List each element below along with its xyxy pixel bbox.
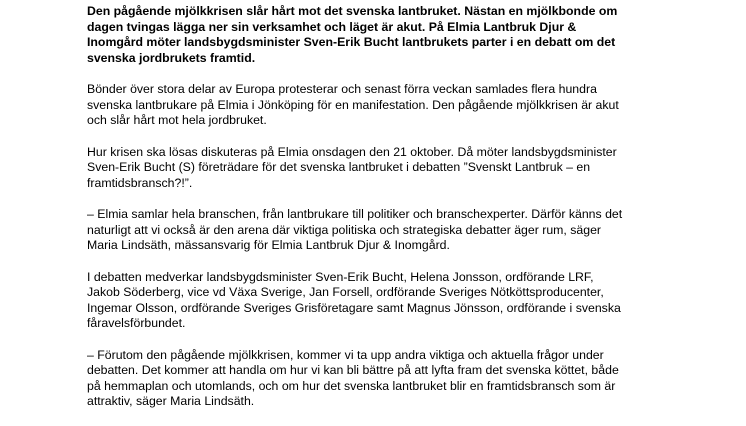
paragraph-line: Bönder över stora delar av Europa protesterar och senast förra veckan samlades flera hundra xyxy=(87,82,597,96)
paragraph-line: Hur krisen ska lösas diskuteras på Elmia onsdagen den 21 oktober. Då möter landsbygdsminister xyxy=(87,144,617,159)
paragraph-line: och slår hårt mot hela jordbruket. xyxy=(87,113,267,127)
paragraph-quote-topics xyxy=(87,348,737,410)
paragraph-quote-arena xyxy=(87,207,737,254)
paragraph-participants xyxy=(87,270,737,332)
paragraph-line: – Förutom den pågående mjölkkrisen, kommer vi ta upp andra viktiga och aktuella frågor under xyxy=(87,347,604,362)
lead-line: Inomgård möter landsbygdsminister Sven-Erik Bucht lantbrukets parter i en debatt om det xyxy=(87,35,616,49)
paragraph-line: Maria Lindsäth, mässansvarig för Elmia Lantbruk Djur & Inomgård. xyxy=(87,238,450,252)
lead-paragraph xyxy=(87,4,737,66)
paragraph-line: på hemmaplan och utomlands, och om hur det svenska lantbruket blir en framtidsbransch som är xyxy=(87,378,616,393)
press-release-body xyxy=(87,4,737,426)
paragraph-line: naturligt att vi också är den arena där viktiga politiska och strategiska debatter äger rum, säger xyxy=(87,222,602,237)
paragraph-line: debatten. Det kommer att handla om hur vi kan bli bättre på att lyfta fram det svenska köttet, både xyxy=(87,363,619,377)
paragraph-line: Jakob Söderberg, vice vd Växa Sverige, Jan Forsell, ordförande Sveriges Nötköttsproducenter, xyxy=(87,285,604,299)
paragraph-line: attraktiv, säger Maria Lindsäth. xyxy=(87,394,255,408)
lead-line: Den pågående mjölkkrisen slår hårt mot det svenska lantbruket. Nästan en mjölkbonde om xyxy=(87,4,618,18)
lead-line: dagen tvingas lägga ner sin verksamhet och läget är akut. På Elmia Lantbruk Djur & xyxy=(87,19,577,34)
paragraph-line: Ingemar Olsson, ordförande Sveriges Grisföretagare samt Magnus Jönsson, ordförande i svenska xyxy=(87,300,621,315)
paragraph-protests xyxy=(87,82,737,129)
paragraph-line: – Elmia samlar hela branschen, från lantbrukare till politiker och branschexperter. Därför känns det xyxy=(87,207,623,221)
paragraph-debate-date xyxy=(87,145,737,192)
lead-line: svenska jordbrukets framtid. xyxy=(87,50,256,65)
paragraph-line: I debatten medverkar landsbygdsminister Sven-Erik Bucht, Helena Jonsson, ordförande LRF, xyxy=(87,269,594,284)
paragraph-line: framtidsbransch?!”. xyxy=(87,175,193,190)
paragraph-line: fåravelsförbundet. xyxy=(87,316,186,330)
paragraph-line: Sven-Erik Bucht (S) företrädare för det svenska lantbruket i debatten ”Svenskt Lantbruk – en xyxy=(87,160,591,174)
paragraph-line: svenska lantbrukare på Elmia i Jönköping för en manifestation. Den pågående mjölkkrisen är akut xyxy=(87,97,619,112)
